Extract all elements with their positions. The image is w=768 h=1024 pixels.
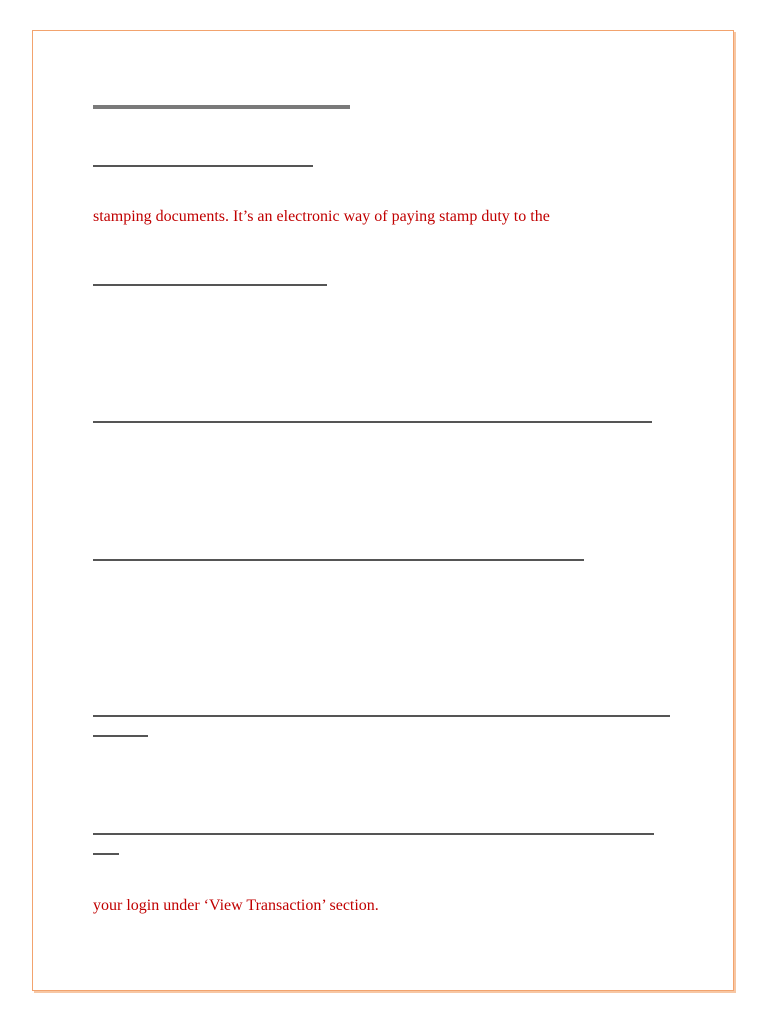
heading-underline-6 <box>93 833 654 835</box>
body-text-line-1: stamping documents. It’s an electronic way of paying stamp duty to the <box>93 208 550 225</box>
page-border <box>32 30 734 991</box>
heading-underline-2 <box>93 284 327 286</box>
heading-underline-5 <box>93 715 670 717</box>
heading-underline-3 <box>93 421 652 423</box>
body-text-line-2: your login under ‘View Transaction’ section. <box>93 897 379 914</box>
heading-underline-1 <box>93 165 313 167</box>
heading-underline-4 <box>93 559 584 561</box>
heading-underline-5-continuation <box>93 735 148 737</box>
heading-underline-6-continuation <box>93 853 119 855</box>
title-underline <box>93 105 350 109</box>
